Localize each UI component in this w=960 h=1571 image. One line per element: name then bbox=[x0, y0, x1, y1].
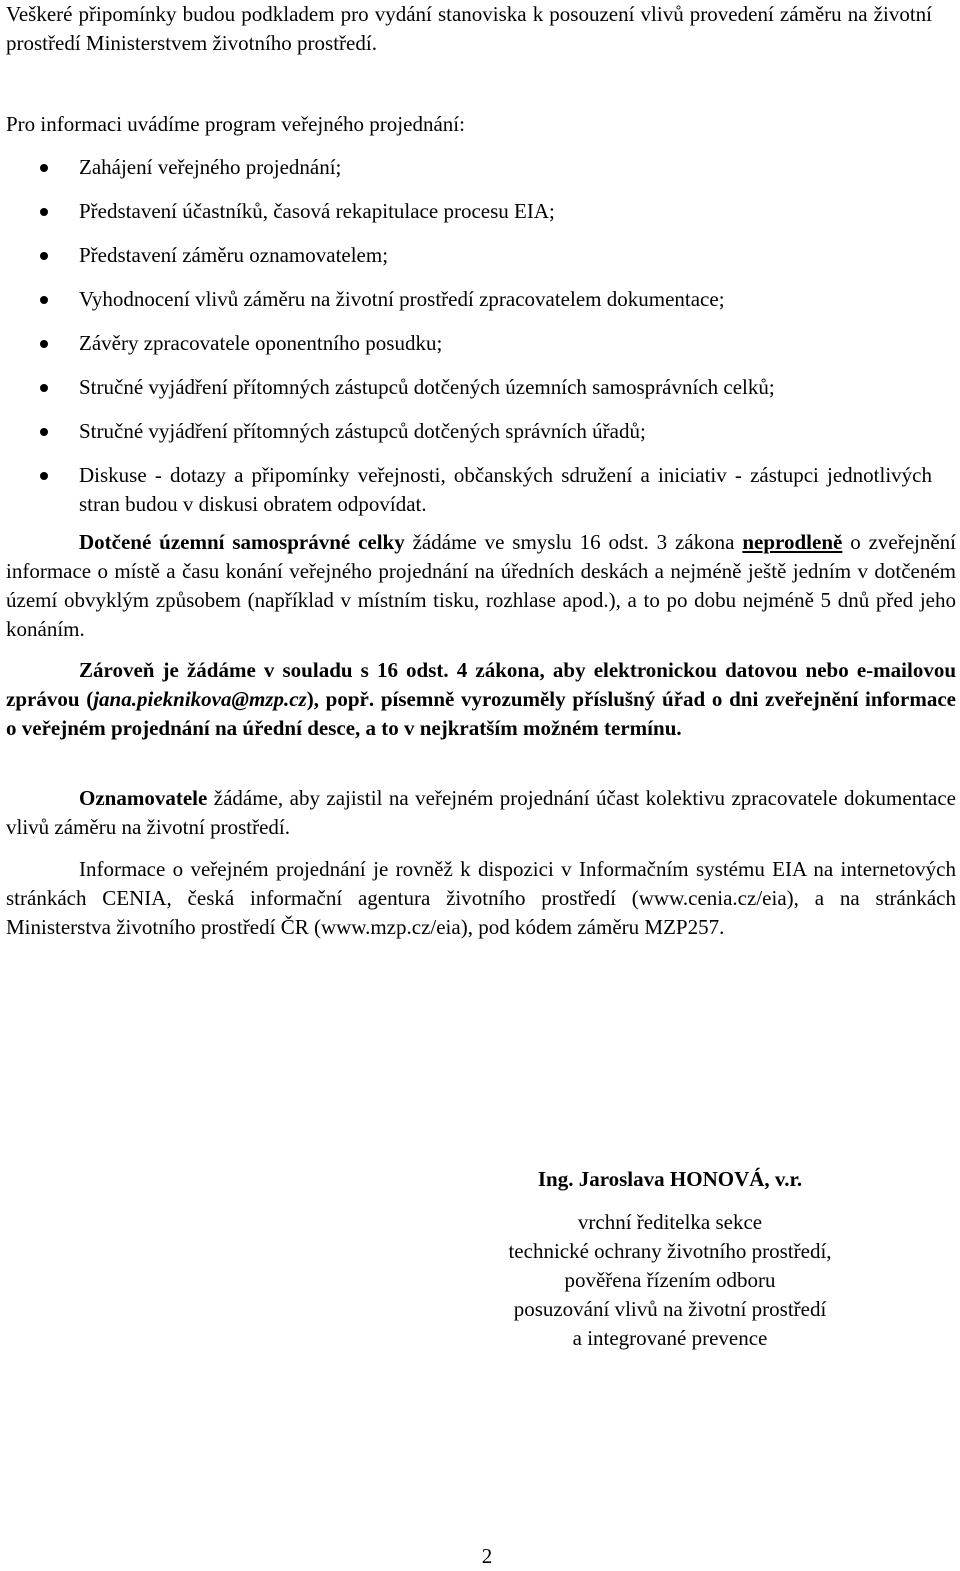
list-item bbox=[6, 285, 932, 314]
samosprava-emphasis: neprodleně bbox=[742, 530, 843, 554]
zaroven-text-2: ), popř. písemně vyrozuměly příslušný úřad o dni zveřejnění informace o veřejném projednání na úřední desce, a to v nejkratším možném termínu. bbox=[6, 687, 956, 740]
signatory-title-line: technické ochrany životního prostředí, bbox=[508, 1239, 832, 1263]
oznamovatele-lead: Oznamovatele bbox=[79, 786, 208, 810]
signatory-title-line: vrchní ředitelka sekce bbox=[577, 1210, 763, 1234]
bullet-icon bbox=[40, 208, 48, 216]
info-paragraph: Informace o veřejném projednání je rovněž k dispozici v Informačním systému EIA na internetových stránkách CENIA, česká informační agentura životního prostředí (www.cenia.cz/eia), a na stránkách Ministerstva životního prostředí ČR (www.mzp.cz/eia), pod kódem záměru MZP257. bbox=[6, 857, 956, 939]
list-item bbox=[6, 153, 932, 182]
list-item-text: Stručné vyjádření přítomných zástupců dotčených správních úřadů; bbox=[79, 419, 646, 443]
list-item-text: Stručné vyjádření přítomných zástupců dotčených územních samosprávních celků; bbox=[79, 375, 775, 399]
document-page bbox=[6, 0, 957, 1568]
list-item-text: Představení záměru oznamovatelem; bbox=[79, 243, 389, 267]
bullet-icon bbox=[40, 384, 48, 392]
contact-email: jana.pieknikova@mzp.cz bbox=[93, 687, 307, 711]
list-item bbox=[6, 417, 932, 446]
list-item-text: Diskuse - dotazy a připomínky veřejnosti, občanských sdružení a iniciativ - zástupci jednotlivých stran budou v diskusi obratem odpovídat. bbox=[79, 463, 932, 516]
page-number: 2 bbox=[481, 1544, 493, 1568]
samosprava-text-1: žádáme ve smyslu 16 odst. 3 zákona bbox=[404, 530, 743, 554]
bullet-icon bbox=[40, 340, 48, 348]
bullet-icon bbox=[40, 252, 48, 260]
oznamovatele-paragraph bbox=[6, 784, 956, 842]
signatory-name: Ing. Jaroslava HONOVÁ, v.r. bbox=[537, 1167, 803, 1191]
program-list bbox=[6, 153, 932, 534]
list-item-text: Vyhodnocení vlivů záměru na životní prostředí zpracovatelem dokumentace; bbox=[79, 287, 725, 311]
bullet-icon bbox=[40, 428, 48, 436]
list-item bbox=[6, 197, 932, 226]
list-item bbox=[6, 329, 932, 358]
zaroven-text-1: Zároveň je žádáme v souladu s 16 odst. 4 zákona, aby elektronickou datovou nebo e-mailovou zprávou ( bbox=[6, 658, 956, 711]
program-intro: Pro informaci uvádíme program veřejného projednání: bbox=[6, 112, 465, 136]
bullet-icon bbox=[40, 164, 48, 172]
list-item bbox=[6, 241, 932, 270]
intro-paragraph: Veškeré připomínky budou podkladem pro vydání stanoviska k posouzení vlivů provedení záměru na životní prostředí Ministerstvem životního prostředí. bbox=[6, 2, 932, 55]
oznamovatele-text: žádáme, aby zajistil na veřejném projednání účast kolektivu zpracovatele dokumentace vlivů záměru na životní prostředí. bbox=[6, 786, 956, 839]
list-item bbox=[6, 373, 932, 402]
samosprava-text-2: o zveřejnění informace o místě a času konání veřejného projednání na úředních deskách a nejméně ještě jedním v dotčeném území obvyklým způsobem (například v místním tisku, rozhlase apod.), a to po dobu nejméně 5 dnů před jeho konáním. bbox=[6, 530, 957, 641]
zaroven-paragraph bbox=[6, 656, 956, 743]
list-item-text: Představení účastníků, časová rekapitulace procesu EIA; bbox=[79, 199, 555, 223]
bullet-icon bbox=[40, 472, 48, 480]
signatory-title-line: posuzování vlivů na životní prostředí bbox=[513, 1297, 827, 1321]
bullet-icon bbox=[40, 296, 48, 304]
list-item-text: Zahájení veřejného projednání; bbox=[79, 155, 342, 179]
samosprava-lead: Dotčené územní samosprávné celky bbox=[79, 530, 405, 554]
signatory-title-line: a integrované prevence bbox=[572, 1326, 768, 1350]
samosprava-paragraph bbox=[6, 528, 956, 644]
list-item bbox=[6, 461, 932, 519]
signatory-title-line: pověřena řízením odboru bbox=[564, 1268, 776, 1292]
signature-block bbox=[480, 1165, 860, 1353]
list-item-text: Závěry zpracovatele oponentního posudku; bbox=[79, 331, 443, 355]
